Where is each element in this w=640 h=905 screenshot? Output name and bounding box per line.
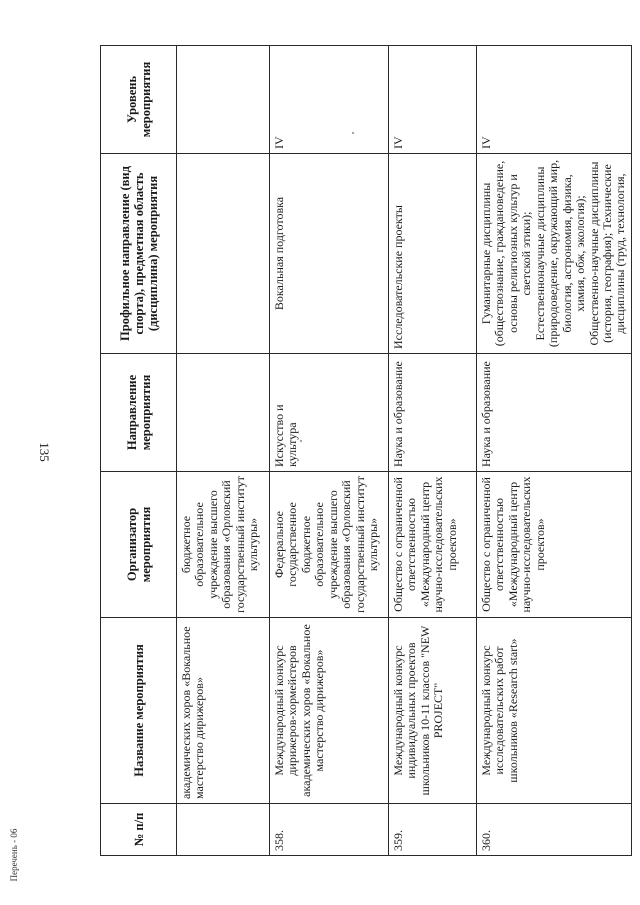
- cell-profile: Гуманитарные дисциплины (обществознание, граждановедение, основы религиозных культур и светской этики); Естественнонаучные дисциплины (природоведение, окружающий мир, биология, астрономия, физика, химия, обж, экология); Общественно-научные дисциплины (история, география); Технические дисциплины (труд, технология,: [477, 154, 632, 354]
- cell-event-name: Международный конкурс индивидуальных проектов школьников 10-11 классов "NEW PROJECT": [389, 618, 477, 804]
- events-table-container: [100, 46, 628, 856]
- page-number: 135: [37, 442, 52, 462]
- cell-direction: Наука и образование: [389, 354, 477, 472]
- cell-organizer: бюджетное образовательное учреждение высшего образования «Орловский государственный институт культуры»: [177, 472, 270, 618]
- cell-organizer: Общество с ограниченной ответственностью «Международный центр научно-исследовательских проектов»: [477, 472, 632, 618]
- events-table: [100, 45, 632, 856]
- cell-event-name: Международный конкурс дирижеров-хормейстеров академических хоров «Вокальное мастерство дирижеров»: [270, 618, 389, 804]
- header-direction: Направление мероприятия: [101, 354, 177, 472]
- cell-direction: Искусство и культура: [270, 354, 389, 472]
- cell-level: IV: [477, 46, 632, 154]
- cell-number: 358.: [270, 804, 389, 856]
- cell-direction: Наука и образование: [477, 354, 632, 472]
- header-organizer: Организатор мероприятия: [101, 472, 177, 618]
- cell-level: IV: [270, 46, 389, 154]
- cell-organizer: Федеральное государственное бюджетное образовательное учреждение высшего образования «Орловский государственный институт культуры»: [270, 472, 389, 618]
- cell-number: 360.: [477, 804, 632, 856]
- table-row: [477, 46, 632, 856]
- cell-number: [177, 804, 270, 856]
- cell-level: [177, 46, 270, 154]
- cell-number: 359.: [389, 804, 477, 856]
- cell-organizer: Общество с ограниченной ответственностью «Международный центр научно-исследовательских проектов»: [389, 472, 477, 618]
- cell-profile: [177, 154, 270, 354]
- header-level: Уровень мероприятия: [101, 46, 177, 154]
- table-row: [177, 46, 270, 856]
- cell-profile: Вокальная подготовка: [270, 154, 389, 354]
- cell-direction: [177, 354, 270, 472]
- table-header-row: [101, 46, 177, 856]
- table-row: [270, 46, 389, 856]
- header-profile: Профильное направление (вид спорта), предметная область (дисциплина) мероприятия: [101, 154, 177, 354]
- page-footer: Перечень - 06: [9, 828, 19, 882]
- cell-event-name: академических хоров «Вокальное мастерство дирижеров»: [177, 618, 270, 804]
- cell-level: IV: [389, 46, 477, 154]
- table-row: [389, 46, 477, 856]
- cell-event-name: Международный конкурс исследовательских работ школьников «Research start»: [477, 618, 632, 804]
- header-event-name: Название мероприятия: [101, 618, 177, 804]
- cell-profile: Исследовательские проекты: [389, 154, 477, 354]
- header-number: № п/п: [101, 804, 177, 856]
